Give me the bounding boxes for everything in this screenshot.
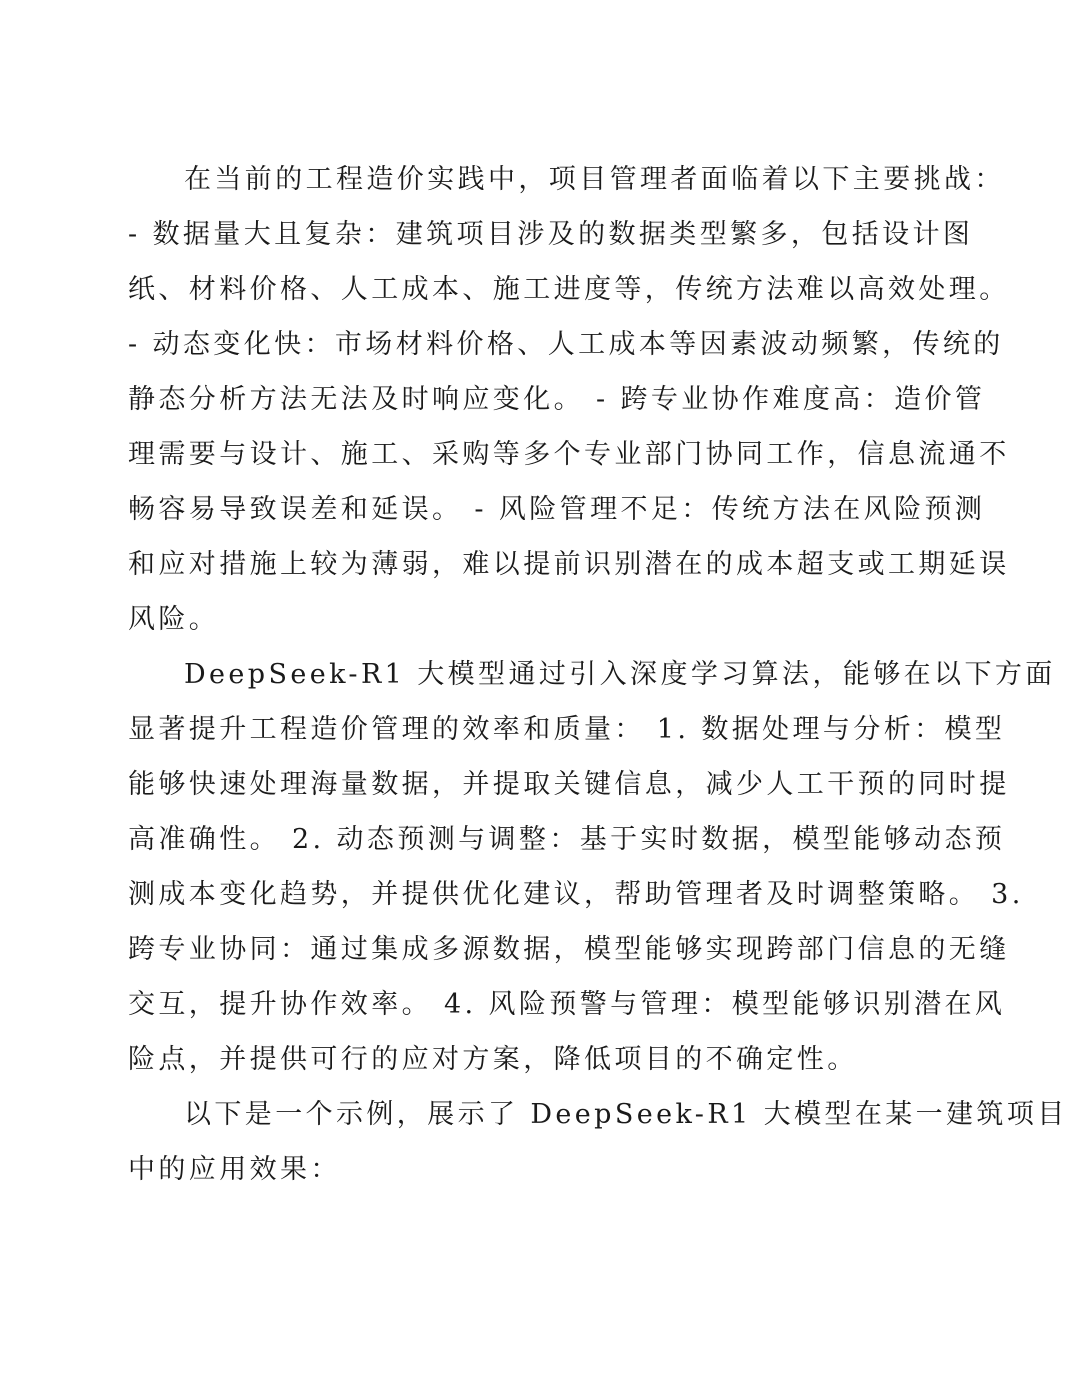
text-line: 静态分析方法无法及时响应变化。 - 跨专业协作难度高：造价管 (128, 384, 986, 415)
text-line: 能够快速处理海量数据，并提取关键信息，减少人工干预的同时提 (128, 769, 1010, 800)
text-line: - 动态变化快：市场材料价格、人工成本等因素波动频繁，传统的 (128, 329, 1004, 360)
text-line: 跨专业协同：通过集成多源数据，模型能够实现跨部门信息的无缝 (128, 934, 1010, 965)
text-line: 畅容易导致误差和延误。 - 风险管理不足：传统方法在风险预测 (128, 494, 986, 525)
text-line: 交互，提升协作效率。 4. 风险预警与管理：模型能够识别潜在风 (128, 989, 1006, 1020)
text-line: 风险。 (128, 604, 220, 635)
document-body (128, 152, 1068, 1197)
text-line: 纸、材料价格、人工成本、施工进度等，传统方法难以高效处理。 (128, 274, 1010, 305)
text-line: 在当前的工程造价实践中，项目管理者面临着以下主要挑战： (184, 164, 1005, 195)
text-line: 显著提升工程造价管理的效率和质量： 1. 数据处理与分析：模型 (128, 714, 1006, 745)
paragraph-example-intro (128, 1087, 1068, 1197)
text-line: 中的应用效果： (128, 1154, 341, 1185)
text-line: 高准确性。 2. 动态预测与调整：基于实时数据，模型能够动态预 (128, 824, 1006, 855)
paragraph-challenges (128, 152, 1010, 647)
text-line: 和应对措施上较为薄弱，难以提前识别潜在的成本超支或工期延误 (128, 549, 1010, 580)
text-line: DeepSeek-R1 大模型通过引入深度学习算法，能够在以下方面 (184, 659, 1056, 690)
text-line: 理需要与设计、施工、采购等多个专业部门协同工作，信息流通不 (128, 439, 1010, 470)
text-line: - 数据量大且复杂：建筑项目涉及的数据类型繁多，包括设计图 (128, 219, 974, 250)
paragraph-deepseek-benefits (128, 647, 1056, 1087)
text-line: 以下是一个示例，展示了 DeepSeek-R1 大模型在某一建筑项目 (184, 1099, 1068, 1130)
text-line: 测成本变化趋势，并提供优化建议，帮助管理者及时调整策略。 3. (128, 879, 1024, 910)
text-line: 险点，并提供可行的应对方案，降低项目的不确定性。 (128, 1044, 858, 1075)
